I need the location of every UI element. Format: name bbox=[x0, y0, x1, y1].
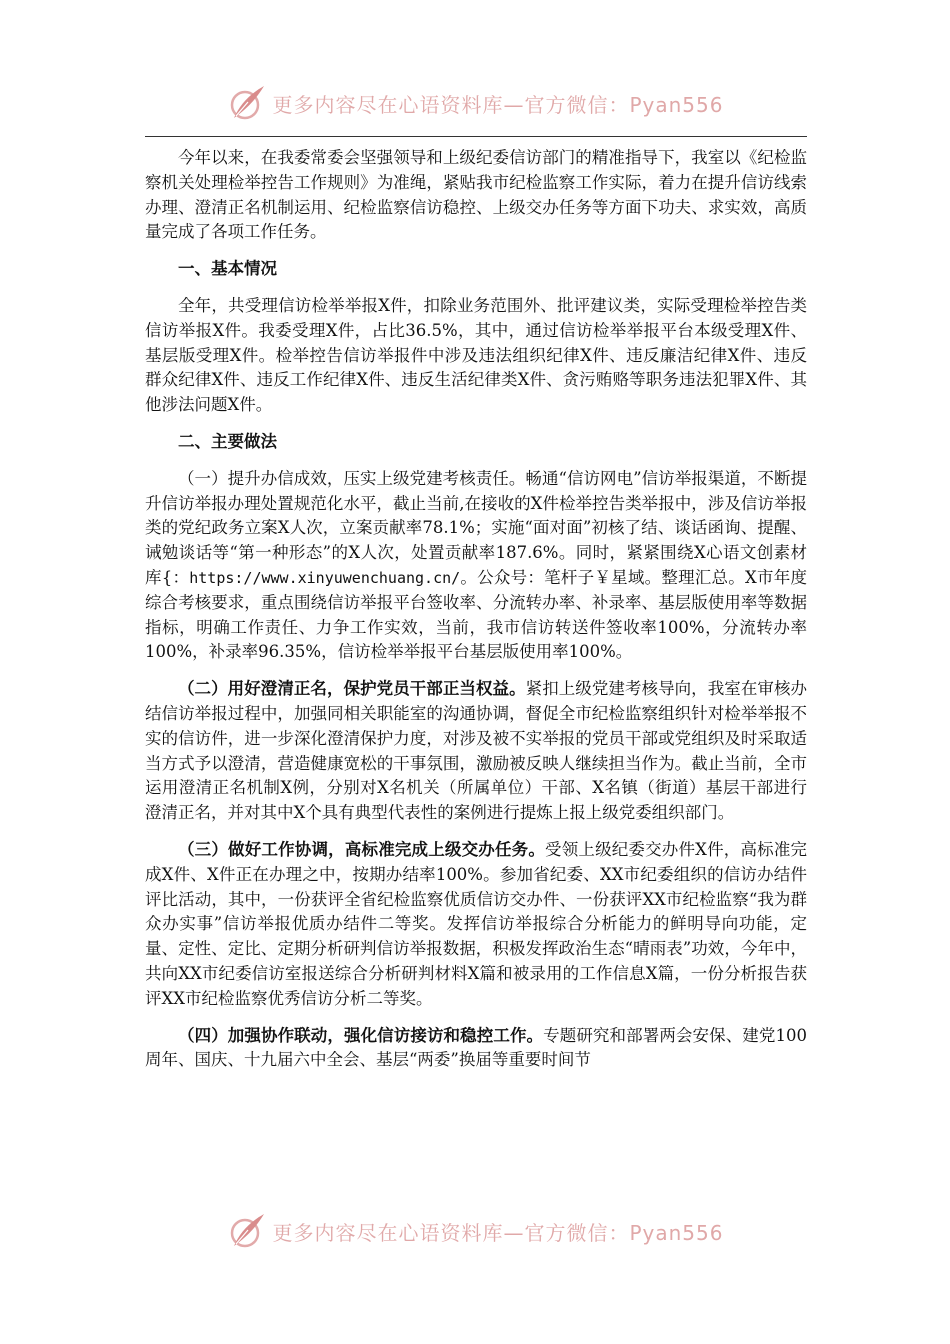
method-item-3-body: 受领上级纪委交办件X件，高标准完成X件、X件正在办理之中，按期办结率100%。参加省纪委、XX市纪委组织的信访办结件评比活动，其中，一份获评全省纪检监察优质信访交办件、一份获评XX市纪检监察“我为群众办实事”信访举报优质办结件二等奖。发挥信访举报综合分析能力的鲜明导向功能，定量、定性、定比、定期分析研判信访举报数据，积极发挥政治生态“晴雨表”功效，今年中，共向XX市纪委信访室报送综合分析研判材料X篇和被录用的工作信息X篇，一份分析报告获评XX市纪检监察优秀信访分析二等奖。 bbox=[145, 839, 807, 1008]
section-heading-methods: 二、主要做法 bbox=[178, 431, 277, 451]
method-item-3-lead: （三）做好工作协调，高标准完成上级交办任务。 bbox=[178, 839, 546, 859]
method-item-4-lead: （四）加强协作联动，强化信访接访和稳控工作。 bbox=[178, 1025, 544, 1045]
method-item-1-lead: （一）提升办信成效，压实上级党建考核责任。 bbox=[178, 468, 526, 488]
section-heading-basic: 一、基本情况 bbox=[178, 259, 277, 279]
header-rule bbox=[145, 136, 807, 137]
material-url: https://www.xinyuwenchuang.cn/ bbox=[189, 568, 461, 587]
method-item-1 bbox=[145, 467, 807, 665]
method-item-4-body: 专题研究和部署两会安保、建党100周年、国庆、十九届六中全会、基层“两委”换届等重要时间节 bbox=[145, 1025, 807, 1070]
method-item-3 bbox=[145, 838, 807, 1012]
method-item-4 bbox=[145, 1024, 807, 1074]
method-item-2-lead: （二）用好澄清正名，保护党员干部正当权益。 bbox=[178, 679, 526, 699]
method-item-1-body-b: 。公众号：笔杆子￥星域。整理汇总。X市年度综合考核要求，重点围绕信访举报平台签收率、分流转办率、补录率、基层版使用率等数据指标，明确工作责任、力争工作实效，当前，我市信访转送件签收率100%，分流转办率100%，补录率96.35%，信访检举举报平台基层版使用率100%。 bbox=[145, 567, 808, 662]
quill-logo-icon bbox=[226, 1210, 268, 1252]
method-item-2-body: 紧扣上级党建考核导向，我室在审核办结信访举报过程中，加强同相关职能室的沟通协调，督促全市纪检监察组织针对检举举报不实的信访件，进一步深化澄清保护力度，对涉及被不实举报的党员干部或党组织及时采取适当方式予以澄清，营造健康宽松的干事氛围，激励被反映人继续担当作为。截止当前，全市运用澄清正名机制X例，分别对X名机关（所属单位）干部、X名镇（街道）基层干部进行澄清正名，并对其中X个具有典型代表性的案例进行提炼上报上级党委组织部门。 bbox=[145, 679, 808, 823]
footer-watermark bbox=[0, 1206, 950, 1256]
intro-paragraph: 今年以来，在我委常委会坚强领导和上级纪委信访部门的精准指导下，我室以《纪检监察机关处理检举控告工作规则》为准绳，紧贴我市纪检监察工作实际，着力在提升信访线索办理、澄清正名机制运用、纪检监察信访稳控、上级交办任务等方面下功夫、求实效，高质量完成了各项工作任务。 bbox=[145, 148, 807, 242]
basic-situation-paragraph: 全年，共受理信访检举举报X件，扣除业务范围外、批评建议类，实际受理检举控告类信访举报X件。我委受理X件，占比36.5%，其中，通过信访检举举报平台本级受理X件、基层版受理X件。检举控告信访举报件中涉及违法组织纪律X件、违反廉洁纪律X件、违反群众纪律X件、违反工作纪律X件、违反生活纪律类X件、贪污贿赂等职务违法犯罪X件、其他涉法问题X件。 bbox=[145, 295, 807, 415]
document-body bbox=[145, 146, 807, 1085]
method-item-2 bbox=[145, 677, 807, 826]
quill-logo-icon bbox=[226, 82, 268, 124]
method-item-1-body-a: 畅通“信访网电”信访举报渠道，不断提升信访举报办理处置规范化水平，截止当前,在接收的X件检举控告类举报中，涉及信访举报类的党纪政务立案X人次，立案贡献率78.1%；实施“面对面”初核了结、谈话函询、提醒、诫勉谈话等“第一种形态”的X人次，处置贡献率187.6%。同时，紧紧围绕X心语文创素材库{： bbox=[145, 468, 808, 587]
watermark-text: 更多内容尽在心语资料库—官方微信：Pyan556 bbox=[272, 92, 724, 117]
header-watermark bbox=[0, 78, 950, 128]
watermark-text: 更多内容尽在心语资料库—官方微信：Pyan556 bbox=[272, 1220, 724, 1245]
